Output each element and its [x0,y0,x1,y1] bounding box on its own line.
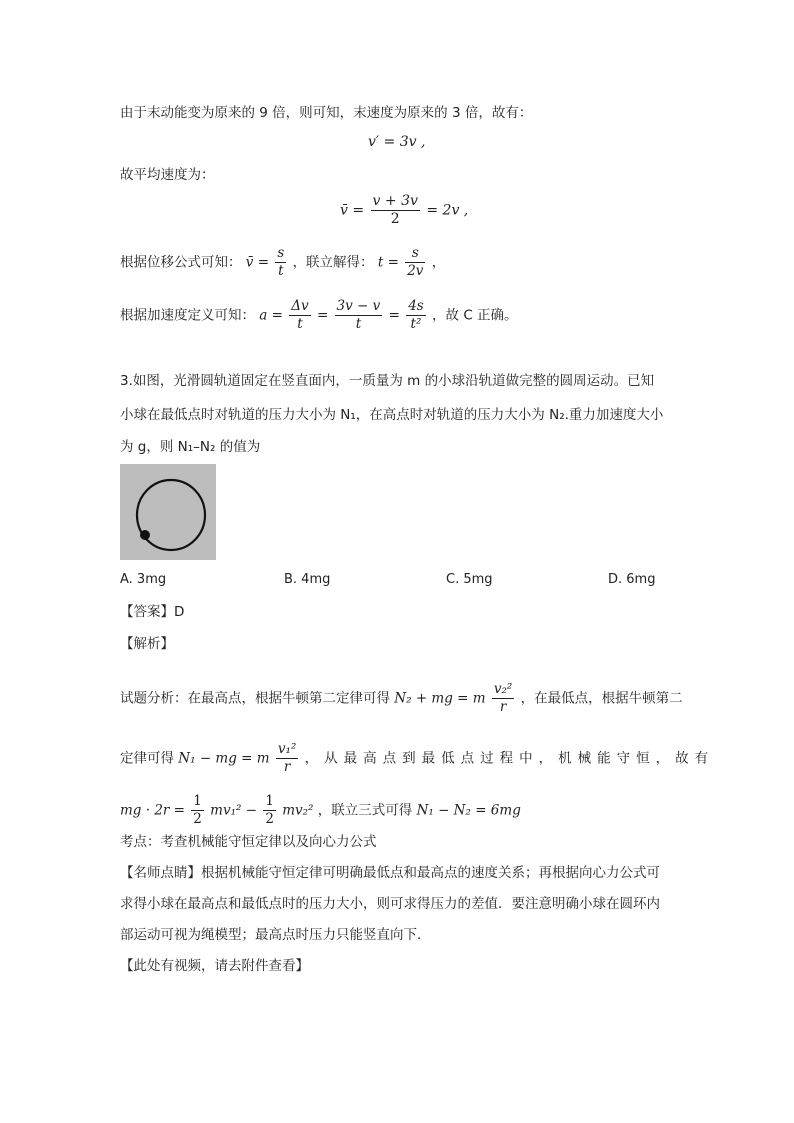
line3-formula-v: v̄ = [245,254,270,271]
p2-num: v₁² [277,741,297,757]
p3-fraction-2 [263,793,276,828]
option-a[interactable]: A. 3mg [120,572,167,587]
p1-fraction [492,681,514,716]
line4-text-c: ，故 C 正确。 [432,307,518,324]
tip-line-1: 【名师点睛】根据机械能守恒定律可明确最低点和最高点的速度关系；再根据向心力公式可 [120,865,660,881]
line4-fraction-1 [289,298,310,333]
line3-text-a: 根据位移公式可知： [120,254,242,271]
p3-fraction-1 [191,793,204,828]
p2-fraction [276,741,298,776]
p3-formula-a: mg · 2r = [120,802,185,819]
analysis-label: 【解析】 [120,636,174,652]
p3-formula-b: mv₁² − [210,802,258,819]
line4-formula-a: a = [259,307,283,324]
p2-text-a: 定律可得 [120,750,174,767]
p3-result: N₁ − N₂ = 6mg [416,802,521,819]
line4-num-2: 3v − v [336,298,381,314]
question-line-3: 为 g，则 N₁–N₂ 的值为 [120,439,261,455]
track-circle [137,480,205,550]
analysis-line-3 [120,793,521,828]
line3-formula-t: t = [377,254,399,271]
ball [140,530,150,540]
line3-num-1: s [277,245,285,261]
p2-text-b: ，从最高点到最低点过程中，机械能守恒，故有 [304,750,715,767]
intro-line-2: 故平均速度为： [120,167,215,183]
circular-track-figure [120,464,216,560]
p3-formula-c: mv₂² [282,802,314,819]
p1-den: r [499,699,507,715]
line4-eq-1: = [316,307,329,324]
line3-text-e: ， [431,254,446,271]
line3-num-2: s [405,245,425,263]
line4-fraction-3 [406,298,426,333]
tip-line-2: 求得小球在最高点和最低点时的压力大小，则可求得压力的差值．要注意明确小球在圆环内 [120,896,660,912]
line4-den-2: t [355,316,362,332]
p3-text-d: ，联立三式可得 [317,802,413,819]
line3-den-2: 2v [407,263,424,279]
option-d[interactable]: D. 6mg [608,572,656,587]
intro-line-3 [120,245,445,280]
option-c[interactable]: C. 5mg [446,572,493,587]
analysis-line-1 [120,681,683,716]
line4-eq-2: = [388,307,400,324]
line4-fraction-2 [335,298,383,333]
circular-track-drawing [120,464,216,560]
line4-den-1: t [297,316,303,332]
equation-average-velocity [340,193,468,228]
line3-den-1: t [278,263,284,279]
option-b[interactable]: B. 4mg [284,572,331,587]
line4-num-1: Δv [291,298,309,314]
video-note: 【此处有视频，请去附件查看】 [120,958,309,974]
eq2-denominator: 2 [390,211,400,227]
answer-label: 【答案】D [120,604,185,620]
equation-final-velocity: v′ = 3v , [368,134,426,150]
line4-den-3: t² [410,316,422,332]
p3-den-2: 2 [265,811,274,827]
intro-line-1: 由于末动能变为原来的 9 倍，则可知，末速度为原来的 3 倍，故有： [120,105,533,121]
eq2-left: v̄ = [340,202,365,219]
p1-text-a: 试题分析：在最高点，根据牛顿第二定律可得 [120,690,390,707]
p3-num-2: 1 [265,793,274,809]
eq2-right: = 2v , [426,202,469,219]
eq2-numerator: v + 3v [372,193,418,209]
tip-line-3: 部运动可视为绳模型；最高点时压力只能竖直向下． [120,927,431,943]
question-line-2: 小球在最低点时对轨道的压力大小为 N₁，在高点时对轨道的压力大小为 N₂.重力加速度大小 [120,407,664,423]
line3-fraction-1 [275,245,286,280]
analysis-line-2 [120,741,714,776]
line3-text-c: ，联立解得： [292,254,374,271]
p3-num-1: 1 [193,793,202,809]
eq2-fraction [371,193,420,228]
line4-num-3: 4s [408,298,424,314]
intro-line-4 [120,298,518,333]
question-line-1: 3.如图，光滑圆轨道固定在竖直面内，一质量为 m 的小球沿轨道做完整的圆周运动。已知 [120,373,655,389]
p2-den: r [283,759,291,775]
p1-formula: N₂ + mg = m [394,690,486,707]
line3-fraction-2 [405,245,425,280]
kaodian-line: 考点：考查机械能守恒定律以及向心力公式 [120,834,377,850]
line4-text-a: 根据加速度定义可知： [120,307,255,324]
p2-formula: N₁ − mg = m [178,750,270,767]
p3-den-1: 2 [193,811,202,827]
p1-num: v₂² [493,681,513,697]
p1-text-b: ，在最低点，根据牛顿第二 [520,690,683,707]
